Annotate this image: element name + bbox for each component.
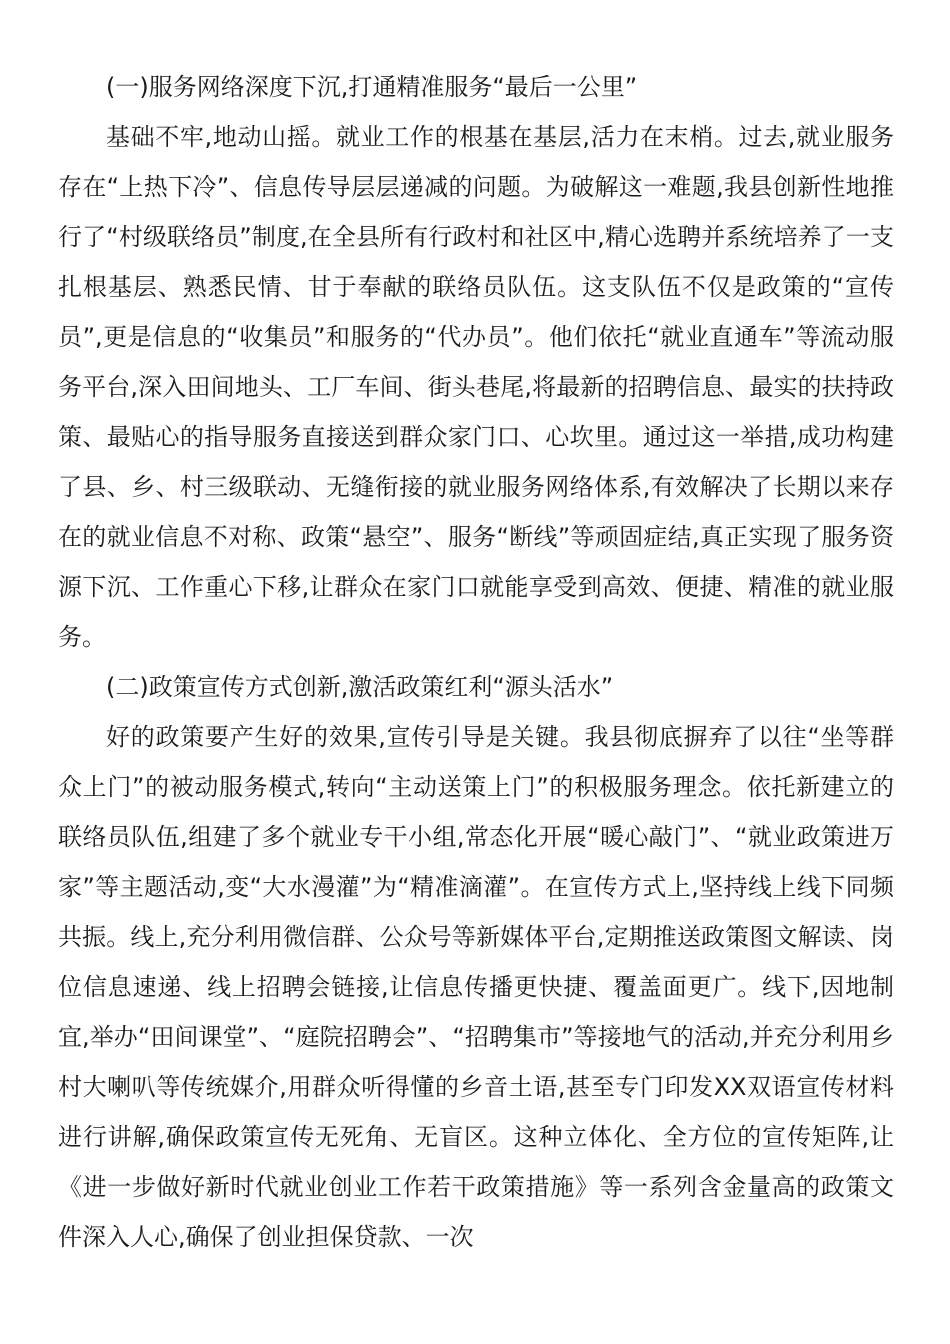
document-body (58, 62, 894, 1262)
section2-paragraph: 好的政策要产生好的效果,宣传引导是关键。我县彻底摒弃了以往“坐等群众上门”的被动服务模式,转向“主动送策上门”的积极服务理念。依托新建立的联络员队伍,组建了多个就业专干小组,常态化开展“暖心敲门”、“就业政策进万家”等主题活动,变“大水漫灌”为“精准滴灌”。在宣传方式上,坚持线上线下同频共振。线上,充分利用微信群、公众号等新媒体平台,定期推送政策图文解读、岗位信息速递、线上招聘会链接,让信息传播更快捷、覆盖面更广。线下,因地制宜,举办“田间课堂”、“庭院招聘会”、“招聘集市”等接地气的活动,并充分利用乡村大喇叭等传统媒介,用群众听得懂的乡音土语,甚至专门印发XX双语宣传材料进行讲解,确保政策宣传无死角、无盲区。这种立体化、全方位的宣传矩阵,让《进一步做好新时代就业创业工作若干政策措施》等一系列含金量高的政策文件深入人心,确保了创业担保贷款、一次 (58, 723, 894, 1251)
section1-heading: (一)服务网络深度下沉,打通精准服务“最后一公里” (106, 73, 638, 101)
section2-heading: (二)政策宣传方式创新,激活政策红利“源头活水” (106, 673, 614, 701)
section1-paragraph: 基础不牢,地动山摇。就业工作的根基在基层,活力在末梢。过去,就业服务存在“上热下冷”、信息传导层层递减的问题。为破解这一难题,我县创新性地推行了“村级联络员”制度,在全县所有行政村和社区中,精心选聘并系统培养了一支扎根基层、熟悉民情、甘于奉献的联络员队伍。这支队伍不仅是政策的“宣传员”,更是信息的“收集员”和服务的“代办员”。他们依托“就业直通车”等流动服务平台,深入田间地头、工厂车间、街头巷尾,将最新的招聘信息、最实的扶持政策、最贴心的指导服务直接送到群众家门口、心坎里。通过这一举措,成功构建了县、乡、村三级联动、无缝衔接的就业服务网络体系,有效解决了长期以来存在的就业信息不对称、政策“悬空”、服务“断线”等顽固症结,真正实现了服务资源下沉、工作重心下移,让群众在家门口就能享受到高效、便捷、精准的就业服务。 (58, 123, 894, 651)
